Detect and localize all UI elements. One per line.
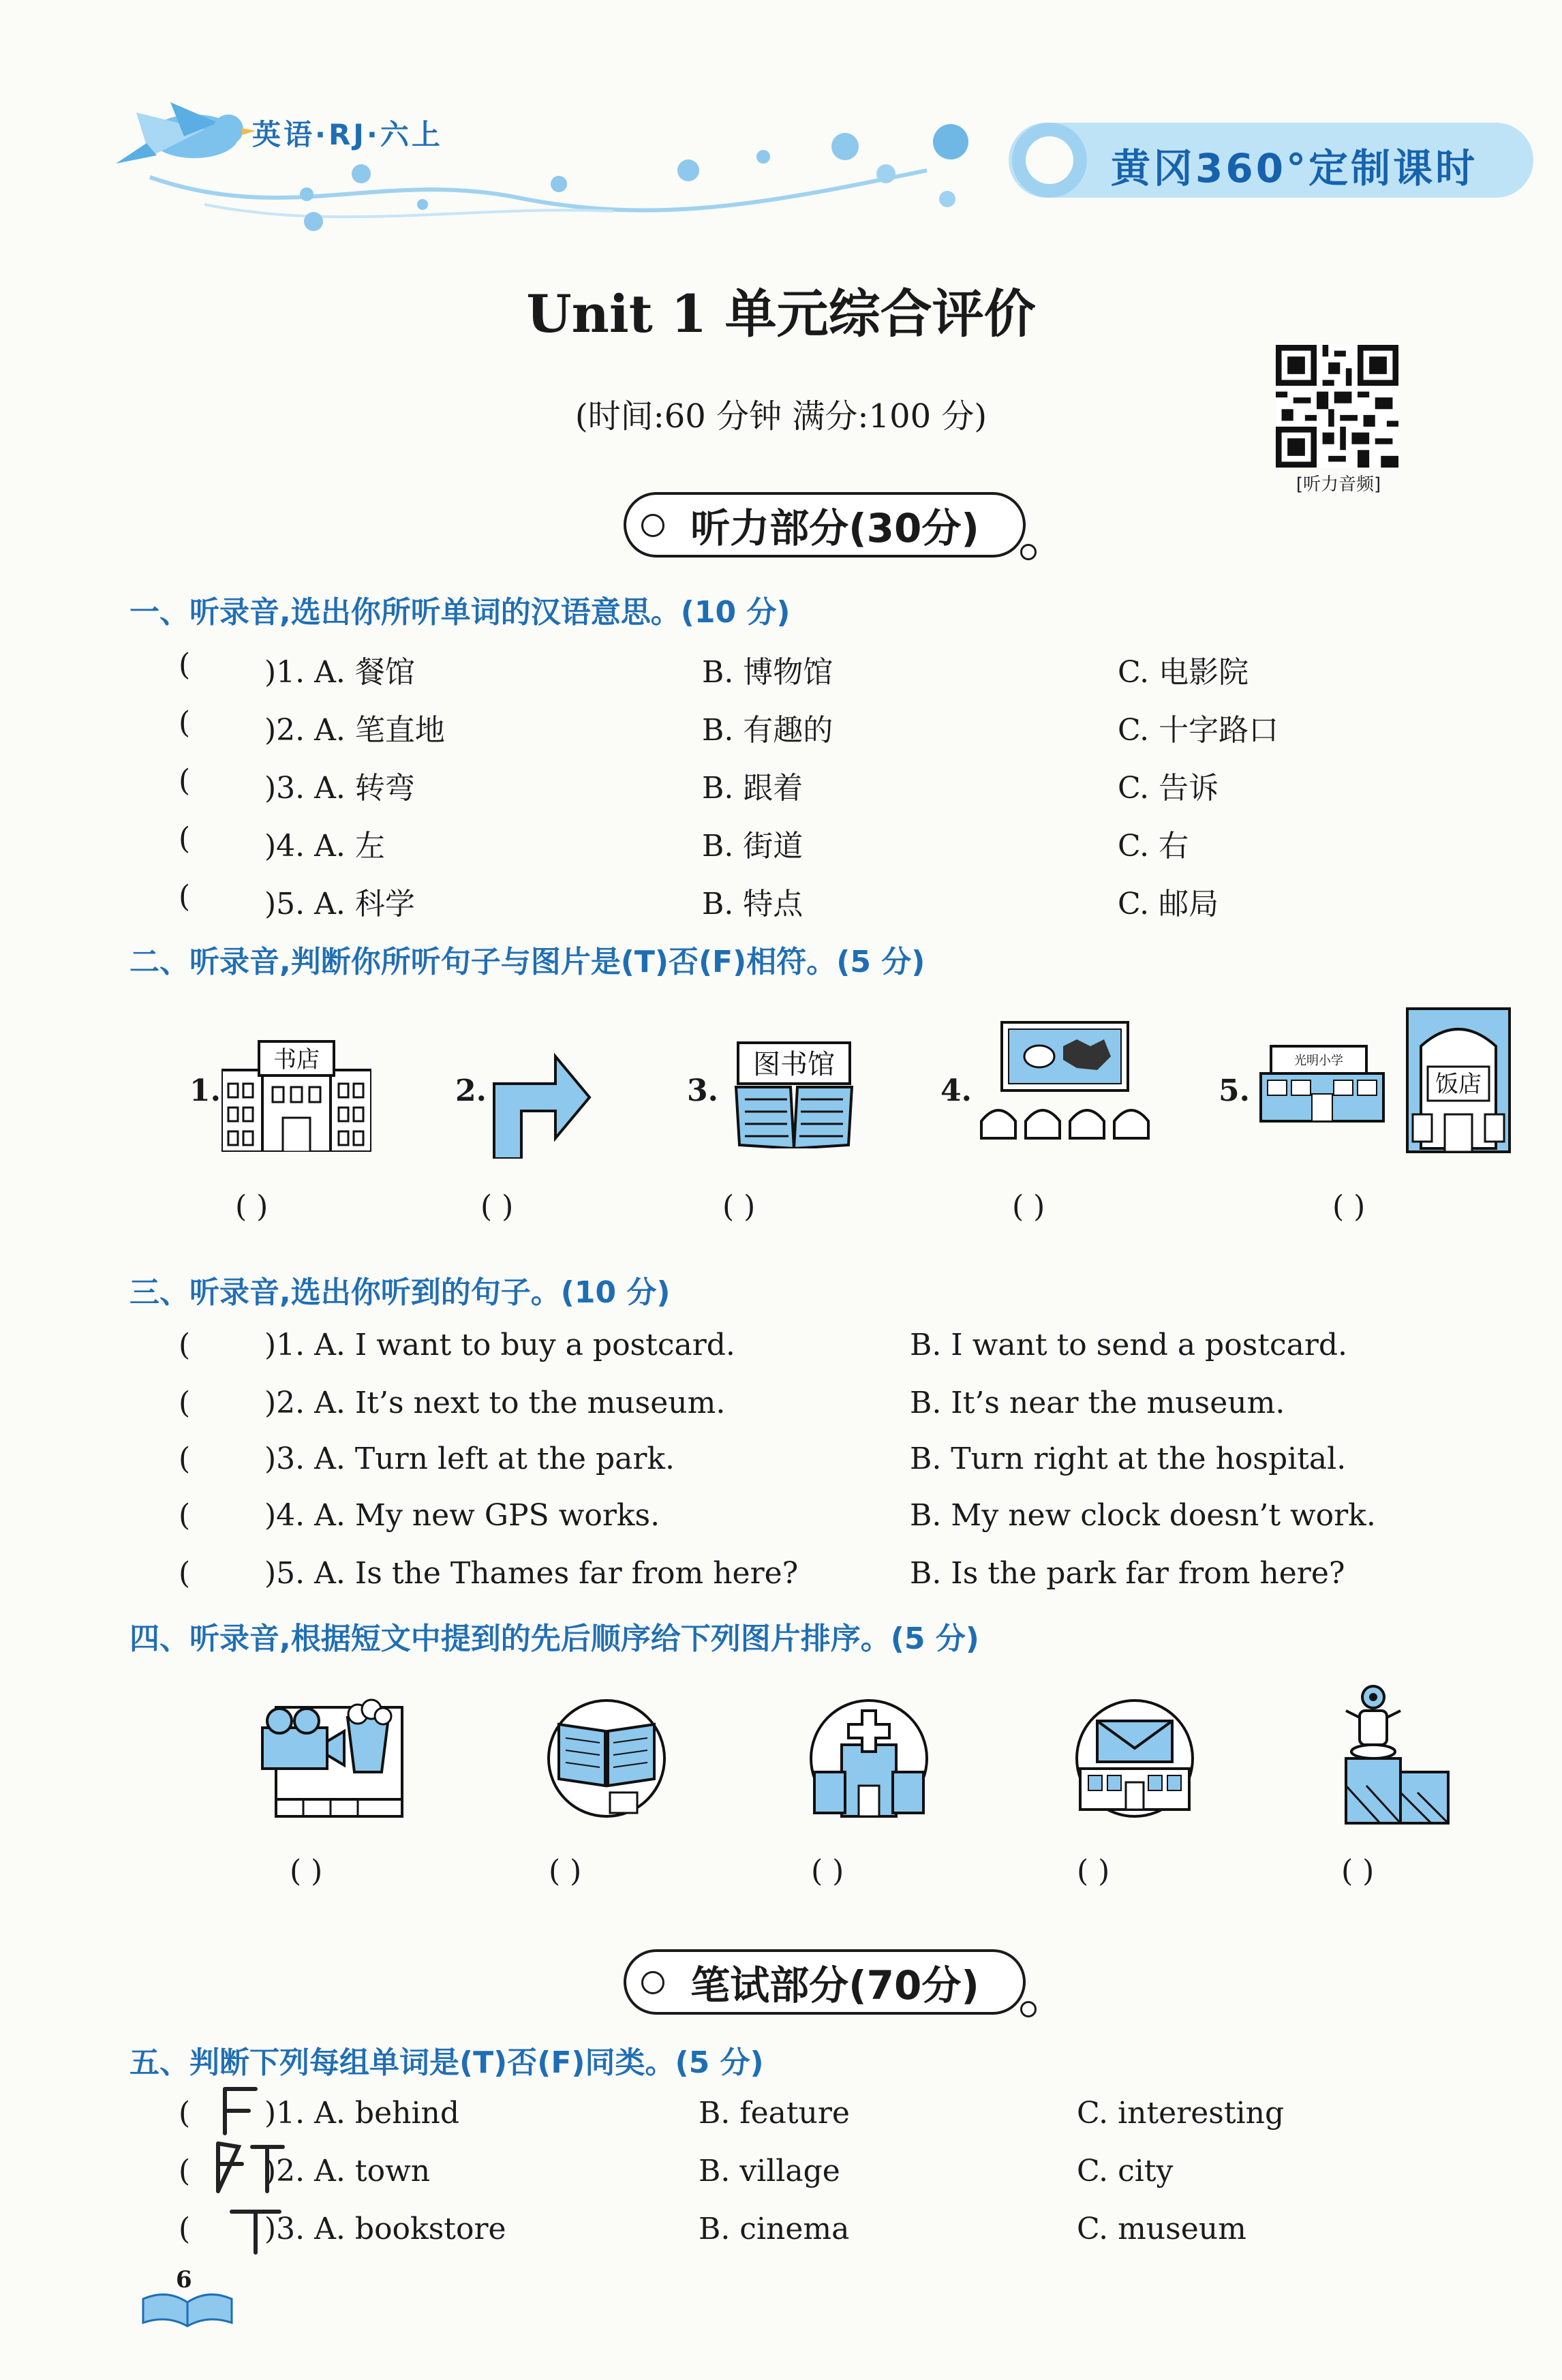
- bookstore-building-icon: [221, 1036, 371, 1152]
- option-b: B. 街道: [702, 829, 803, 864]
- option-b: B. I want to send a postcard.: [910, 1328, 1348, 1362]
- option-c: C. 告诉: [1118, 771, 1219, 806]
- bookstore-label: 书店: [273, 1046, 320, 1073]
- qr-code-icon[interactable]: [1276, 345, 1398, 468]
- section-2-heading: 二、听录音,判断你所听句子与图片是(T)否(F)相符。(5 分): [129, 945, 925, 979]
- writing-part-banner: [624, 1949, 1026, 2015]
- answer-blank[interactable]: (: [179, 1498, 191, 1533]
- library-book-icon: [733, 1039, 855, 1148]
- answer-blank[interactable]: ( ): [1341, 1854, 1375, 1889]
- answer-blank[interactable]: ( ): [549, 1854, 582, 1889]
- answer-blank[interactable]: ( ): [722, 1189, 756, 1224]
- picture-number: 3.: [687, 1073, 718, 1108]
- answer-blank[interactable]: (: [179, 2096, 191, 2131]
- option-c: C. 十字路口: [1118, 713, 1279, 748]
- listening-part-banner: [624, 492, 1026, 558]
- answer-blank[interactable]: ( ): [235, 1189, 269, 1224]
- answer-blank[interactable]: ( ): [811, 1854, 844, 1889]
- science-museum-robot-icon: [1339, 1683, 1455, 1827]
- picture-number: 2.: [455, 1073, 487, 1108]
- answer-blank[interactable]: (: [179, 763, 191, 798]
- answer-blank[interactable]: (: [179, 1556, 191, 1591]
- option-c: C. 邮局: [1118, 887, 1219, 921]
- item-number: )5. A. 科学: [264, 887, 415, 921]
- item-number: )1. A. I want to buy a postcard.: [264, 1328, 735, 1362]
- handwritten-answers: [204, 2082, 300, 2259]
- section-5-heading: 五、判断下列每组单词是(T)否(F)同类。(5 分): [129, 2045, 764, 2080]
- option-b: B. 博物馆: [702, 655, 833, 690]
- item-number: )1. A. 餐馆: [264, 655, 415, 690]
- answer-blank[interactable]: ( ): [480, 1189, 514, 1224]
- library-book-circle-icon: [538, 1697, 675, 1820]
- option-c: C. city: [1077, 2154, 1174, 2188]
- section-1-heading: 一、听录音,选出你所听单词的汉语意思。(10 分): [129, 595, 791, 630]
- answer-blank[interactable]: (: [179, 1386, 191, 1420]
- header-brand: 黄冈360°定制课时: [1111, 145, 1478, 192]
- item-number: )4. A. 左: [264, 829, 385, 864]
- restaurant-label: 饭店: [1435, 1071, 1482, 1098]
- picture-number: 5.: [1219, 1073, 1250, 1108]
- option-b: B. 跟着: [702, 771, 803, 806]
- option-b: B. village: [699, 2154, 840, 2188]
- option-c: C. 电影院: [1118, 655, 1249, 690]
- item-number: )2. A. 笔直地: [264, 713, 445, 748]
- turn-right-arrow-icon: [487, 1043, 596, 1159]
- exam-info: (时间:60 分钟 满分:100 分): [575, 397, 987, 436]
- picture-number: 1.: [189, 1073, 221, 1108]
- picture-number: 4.: [940, 1073, 972, 1108]
- bird-icon: [116, 102, 256, 164]
- qr-caption: [听力音频]: [1296, 474, 1381, 495]
- answer-blank[interactable]: (: [179, 2154, 191, 2188]
- school-label: 光明小学: [1294, 1054, 1343, 1068]
- header-subject: 英语·RJ·六上: [252, 118, 443, 151]
- section-4-heading: 四、听录音,根据短文中提到的先后顺序给下列图片排序。(5 分): [129, 1621, 979, 1656]
- item-number: )3. A. 转弯: [264, 771, 415, 806]
- answer-blank[interactable]: (: [179, 647, 191, 682]
- answer-blank[interactable]: (: [179, 821, 191, 856]
- page-number: 6: [176, 2266, 192, 2293]
- cinema-screen-icon: [975, 1019, 1159, 1155]
- option-b: B. My new clock doesn’t work.: [910, 1498, 1376, 1533]
- post-office-circle-icon: [1067, 1697, 1203, 1820]
- item-number: )4. A. My new GPS works.: [264, 1498, 660, 1533]
- cinema-camera-popcorn-icon: [259, 1690, 409, 1820]
- page-title: Unit 1 单元综合评价: [526, 284, 1036, 344]
- item-number: )2. A. It’s next to the museum.: [264, 1386, 726, 1420]
- answer-blank[interactable]: ( ): [1012, 1189, 1045, 1224]
- open-book-icon: [140, 2289, 235, 2330]
- header-decoration: [0, 0, 1562, 245]
- library-label: 图书馆: [753, 1049, 835, 1080]
- item-number: )1. A. behind: [264, 2096, 460, 2131]
- item-number: )3. A. Turn left at the park.: [264, 1441, 675, 1476]
- answer-blank[interactable]: (: [179, 1328, 191, 1362]
- option-b: B. cinema: [699, 2212, 850, 2246]
- item-number: )3. A. bookstore: [264, 2212, 506, 2246]
- option-b: B. Turn right at the hospital.: [910, 1441, 1347, 1476]
- answer-blank[interactable]: ( ): [290, 1854, 323, 1889]
- section-3-heading: 三、听录音,选出你听到的句子。(10 分): [129, 1275, 671, 1310]
- option-c: C. 右: [1118, 829, 1189, 864]
- answer-blank[interactable]: (: [179, 705, 191, 740]
- item-number: )5. A. Is the Thames far from here?: [264, 1556, 799, 1591]
- option-c: C. interesting: [1077, 2096, 1285, 2131]
- hospital-circle-icon: [801, 1697, 937, 1820]
- option-c: C. museum: [1077, 2212, 1246, 2246]
- option-b: B. feature: [699, 2096, 850, 2131]
- item-number: )2. A. town: [264, 2154, 431, 2188]
- answer-blank[interactable]: ( ): [1077, 1854, 1110, 1889]
- school-and-restaurant-icon: [1257, 1005, 1516, 1155]
- option-b: B. 有趣的: [702, 713, 833, 748]
- answer-blank[interactable]: (: [179, 879, 191, 914]
- option-b: B. It’s near the museum.: [910, 1386, 1285, 1420]
- answer-blank[interactable]: (: [179, 2212, 191, 2246]
- option-b: B. 特点: [702, 887, 803, 921]
- option-b: B. Is the park far from here?: [910, 1556, 1345, 1591]
- listening-part-label: 听力部分(30分): [690, 505, 979, 551]
- writing-part-label: 笔试部分(70分): [690, 1962, 979, 2009]
- answer-blank[interactable]: (: [179, 1441, 191, 1476]
- answer-blank[interactable]: ( ): [1332, 1189, 1366, 1224]
